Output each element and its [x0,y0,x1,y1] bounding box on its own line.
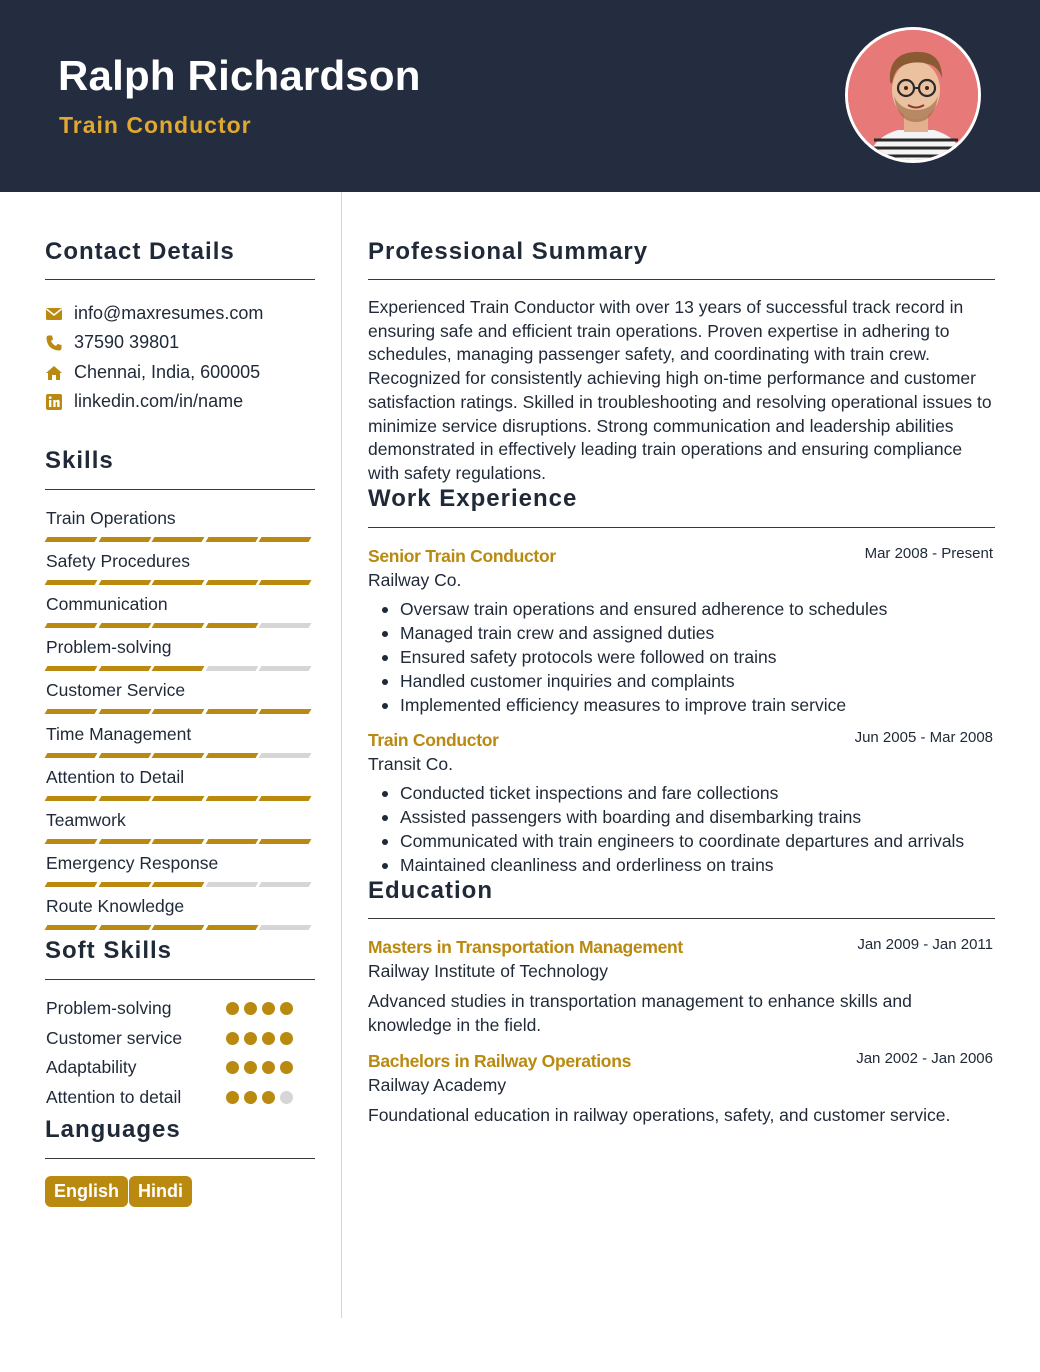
job-dates: Jun 2005 - Mar 2008 [854,729,993,746]
skill-level-segment [259,709,312,714]
skill-level-segment [45,623,98,628]
skill-level-segment [205,666,258,671]
skill-level-segment [152,580,205,585]
skill-level-segment [45,839,98,844]
candidate-title: Train Conductor [59,112,252,138]
profile-photo [845,27,981,163]
summary-text: Experienced Train Conductor with over 13 years of successful track record in ensuring safe and efficient train operations. Proven expertise in adhering to schedules, managing passenger safety, and coordinating with train crew. Recognized for consistently achieving high on-time performance and customer satisfaction ratings. Skilled in troubleshooting and resolving operational issues to minimize service disruptions. Strong communication and leadership abilities demonstrated in effectively leading train operations and ensuring compliance with safety regulations. [368,297,992,483]
skill-level-segment [45,709,98,714]
resume-header [0,0,1040,192]
job-bullet: Handled customer inquiries and complaints [380,669,1000,693]
rating-dot [262,1091,275,1104]
school-name: Railway Institute of Technology [368,961,608,981]
skill-level-segment [259,623,312,628]
soft-skill-rating [226,1091,298,1104]
skill-level-bar [46,839,314,845]
rating-dot [226,1061,239,1074]
skill-level-segment [205,753,258,758]
job-title: Senior Train Conductor [368,546,556,566]
skill-level-segment [98,666,151,671]
languages-heading: Languages [45,1116,181,1143]
contact-address [45,362,260,383]
skill-level-segment [259,882,312,887]
degree-description: Advanced studies in transportation management to enhance skills and knowledge in the field. [368,991,912,1035]
skills-heading: Skills [45,447,114,474]
skill-level-segment [259,753,312,758]
job-title: Train Conductor [368,730,499,750]
rating-dot [244,1002,257,1015]
skill-name: Train Operations [46,508,176,528]
summary-heading: Professional Summary [368,238,649,265]
skill-level-segment [152,709,205,714]
job-bullets [380,781,1000,877]
skill-level-segment [259,839,312,844]
home-icon [45,364,63,382]
rating-dot [280,1032,293,1045]
skill-level-segment [152,796,205,801]
summary-rule [368,279,995,280]
soft-skill-name: Adaptability [46,1057,137,1078]
degree-dates: Jan 2002 - Jan 2006 [856,1050,993,1067]
skill-name: Customer Service [46,680,186,701]
skill-level-bar [46,537,314,543]
skill-level-segment [98,839,151,844]
skill-level-segment [205,709,258,714]
linkedin-icon [45,393,63,411]
soft-skill-rating [226,1032,298,1045]
skill-level-segment [45,666,98,671]
skill-level-segment [45,753,98,758]
job-bullet: Assisted passengers with boarding and disembarking trains [380,805,1000,829]
skill-level-segment [205,623,258,628]
contact-email[interactable] [45,303,263,324]
phone-icon [45,334,63,352]
contact-linkedin[interactable] [45,391,243,412]
job-bullet: Managed train crew and assigned duties [380,621,1000,645]
skills-rule [45,489,315,490]
envelope-icon [45,305,63,323]
skill-level-segment [98,753,151,758]
skill-level-segment [205,580,258,585]
contact-linkedin-text: linkedin.com/in/name [74,391,244,411]
candidate-name: Ralph Richardson [58,52,421,99]
job-bullet: Implemented efficiency measures to improve train service [380,693,1000,717]
rating-dot [244,1032,257,1045]
job-bullet: Ensured safety protocols were followed on trains [380,645,1000,669]
skill-level-segment [45,580,98,585]
job-company: Transit Co. [368,754,453,774]
job-company: Railway Co. [368,570,462,590]
school-name: Railway Academy [368,1075,507,1095]
rating-dot [262,1032,275,1045]
rating-dot [262,1002,275,1015]
soft-skills-heading: Soft Skills [45,937,173,964]
skill-level-segment [152,882,205,887]
experience-rule [368,527,995,528]
experience-heading: Work Experience [368,485,578,512]
language-badge-hindi: Hindi [129,1176,192,1207]
contact-heading: Contact Details [45,238,235,265]
skill-level-segment [45,925,98,930]
skill-name: Time Management [46,723,192,744]
degree-title: Masters in Transportation Management [368,937,683,957]
rating-dot [262,1061,275,1074]
skill-level-bar [46,796,314,802]
job-bullet: Oversaw train operations and ensured adherence to schedules [380,597,1000,621]
skill-level-segment [259,925,312,930]
rating-dot [226,1091,239,1104]
skill-level-segment [45,796,98,801]
skill-level-segment [98,623,151,628]
rating-dot [226,1032,239,1045]
degree-dates: Jan 2009 - Jan 2011 [857,936,993,953]
contact-email-text: info@maxresumes.com [74,303,264,323]
skill-level-bar [46,925,314,931]
degree-description: Foundational education in railway operations, safety, and customer service. [368,1105,951,1125]
skill-level-segment [205,537,258,542]
skill-level-segment [259,796,312,801]
skill-level-segment [98,537,151,542]
skill-name: Attention to Detail [46,766,185,787]
rating-dot [280,1061,293,1074]
skill-level-segment [152,925,205,930]
rating-dot [244,1091,257,1104]
skill-level-segment [205,796,258,801]
rating-dot [280,1002,293,1015]
skill-level-segment [45,537,98,542]
job-bullets [380,597,1000,717]
skill-level-segment [259,666,312,671]
skill-level-segment [98,709,151,714]
skill-level-segment [205,839,258,844]
skill-level-segment [98,580,151,585]
job-bullet: Maintained cleanliness and orderliness on trains [380,853,1000,877]
skill-name: Teamwork [46,809,126,830]
contact-rule [45,279,315,280]
skill-name: Communication [46,594,168,615]
skill-name: Emergency Response [46,852,219,873]
education-rule [368,918,995,919]
skill-level-bar [46,623,314,629]
skill-level-segment [152,753,205,758]
job-dates: Mar 2008 - Present [864,545,993,562]
skill-level-segment [98,882,151,887]
skill-level-segment [45,882,98,887]
skill-name: Safety Procedures [46,551,190,572]
skill-level-bar [46,753,314,759]
skill-level-segment [98,925,151,930]
contact-phone-text: 37590 39801 [74,332,180,352]
soft-skills-rule [45,979,315,980]
language-badge-english: English [45,1176,128,1207]
skill-level-segment [205,882,258,887]
skill-level-bar [46,709,314,715]
rating-dot [280,1091,293,1104]
skill-name: Route Knowledge [46,895,185,916]
skill-level-segment [152,666,205,671]
skill-level-segment [259,580,312,585]
skill-level-bar [46,580,314,586]
skill-level-segment [205,925,258,930]
job-bullet: Conducted ticket inspections and fare collections [380,781,1000,805]
skill-level-segment [152,537,205,542]
education-heading: Education [368,877,494,904]
rating-dot [226,1002,239,1015]
skill-level-bar [46,882,314,888]
skill-level-segment [152,623,205,628]
column-divider [341,192,342,1318]
rating-dot [244,1061,257,1074]
skill-name: Problem-solving [46,637,172,658]
job-bullet: Communicated with train engineers to coordinate departures and arrivals [380,829,1000,853]
skill-level-segment [152,839,205,844]
contact-address-text: Chennai, India, 600005 [74,362,261,382]
languages-rule [45,1158,315,1159]
soft-skill-name: Problem-solving [46,998,172,1018]
soft-skill-rating [226,1061,298,1074]
soft-skill-name: Customer service [46,1027,183,1048]
contact-phone[interactable] [45,332,179,353]
skill-level-segment [98,796,151,801]
skill-level-segment [259,537,312,542]
soft-skill-name: Attention to detail [46,1087,182,1108]
degree-title: Bachelors in Railway Operations [368,1051,632,1071]
skill-level-bar [46,666,314,672]
soft-skill-rating [226,1002,298,1015]
